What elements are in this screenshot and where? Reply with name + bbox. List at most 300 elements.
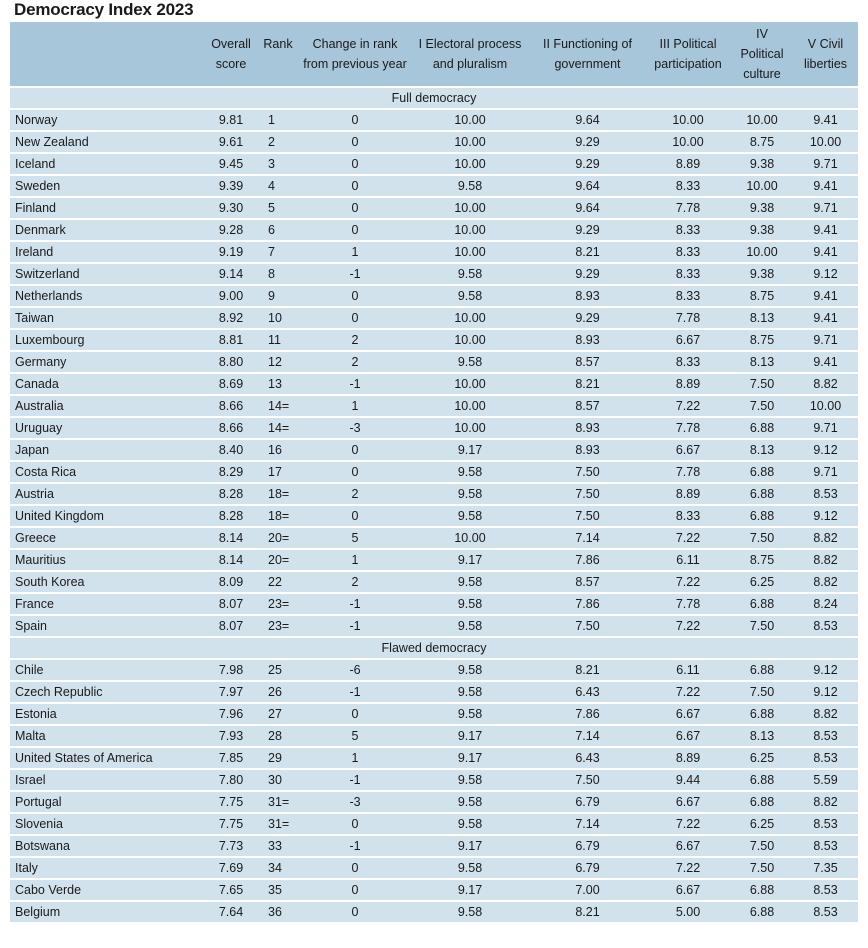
overall-score: 7.75	[206, 792, 256, 812]
rank: 7	[256, 242, 300, 262]
rank: 3	[256, 154, 300, 174]
table-row	[10, 572, 858, 592]
table-row	[10, 418, 858, 438]
electoral-process-score: 9.17	[410, 726, 530, 746]
civil-liberties-score: 9.71	[793, 418, 858, 438]
rank: 16	[256, 440, 300, 460]
civil-liberties-score: 8.82	[793, 550, 858, 570]
civil-liberties-score: 9.71	[793, 330, 858, 350]
political-culture-score: 8.13	[731, 440, 793, 460]
table-row	[10, 660, 858, 680]
table-row	[10, 110, 858, 130]
political-participation-score: 6.67	[645, 836, 731, 856]
political-culture-score: 7.50	[731, 374, 793, 394]
rank-change: 5	[300, 528, 410, 548]
political-culture-score: 6.88	[731, 792, 793, 812]
overall-score: 7.73	[206, 836, 256, 856]
header-line: II Functioning of	[543, 37, 632, 51]
table-row	[10, 682, 858, 702]
overall-score: 8.07	[206, 616, 256, 636]
political-participation-score: 8.33	[645, 286, 731, 306]
electoral-process-score: 9.58	[410, 484, 530, 504]
rank-change: 1	[300, 550, 410, 570]
rank-change: 0	[300, 902, 410, 922]
political-culture-score: 8.75	[731, 330, 793, 350]
functioning-of-government-score: 8.93	[530, 286, 645, 306]
political-culture-score: 6.88	[731, 484, 793, 504]
rank: 2	[256, 132, 300, 152]
table-row	[10, 484, 858, 504]
overall-score: 9.81	[206, 110, 256, 130]
civil-liberties-score: 7.35	[793, 858, 858, 878]
rank-change: 0	[300, 198, 410, 218]
electoral-process-score: 9.58	[410, 352, 530, 372]
header-line: Rank	[263, 37, 293, 51]
overall-score: 8.14	[206, 550, 256, 570]
political-participation-score: 8.89	[645, 748, 731, 768]
electoral-process-score: 9.58	[410, 616, 530, 636]
functioning-of-government-score: 9.29	[530, 308, 645, 328]
country-name: Mauritius	[10, 550, 206, 570]
electoral-process-score: 10.00	[410, 220, 530, 240]
electoral-process-score: 9.58	[410, 814, 530, 834]
political-culture-score: 9.38	[731, 220, 793, 240]
rank: 17	[256, 462, 300, 482]
table-row	[10, 396, 858, 416]
functioning-of-government-score: 6.43	[530, 748, 645, 768]
functioning-of-government-score: 9.29	[530, 132, 645, 152]
political-culture-score: 6.88	[731, 902, 793, 922]
civil-liberties-score: 10.00	[793, 396, 858, 416]
section-header-row	[10, 638, 858, 658]
political-culture-score: 6.88	[731, 506, 793, 526]
overall-score: 8.81	[206, 330, 256, 350]
civil-liberties-score: 8.82	[793, 374, 858, 394]
electoral-process-score: 9.17	[410, 880, 530, 900]
political-participation-score: 7.78	[645, 462, 731, 482]
rank: 12	[256, 352, 300, 372]
header-functioning-of-government	[530, 22, 645, 86]
rank-change: 0	[300, 132, 410, 152]
functioning-of-government-score: 6.79	[530, 792, 645, 812]
rank-change: 2	[300, 572, 410, 592]
political-culture-score: 7.50	[731, 836, 793, 856]
political-participation-score: 6.11	[645, 550, 731, 570]
rank: 18=	[256, 506, 300, 526]
political-culture-score: 7.50	[731, 858, 793, 878]
civil-liberties-score: 9.41	[793, 220, 858, 240]
political-culture-score: 6.88	[731, 462, 793, 482]
functioning-of-government-score: 7.50	[530, 616, 645, 636]
country-name: Costa Rica	[10, 462, 206, 482]
country-name: Portugal	[10, 792, 206, 812]
political-participation-score: 7.78	[645, 308, 731, 328]
electoral-process-score: 9.17	[410, 550, 530, 570]
header-line: culture	[743, 67, 781, 81]
political-participation-score: 5.00	[645, 902, 731, 922]
table-row	[10, 198, 858, 218]
country-name: Czech Republic	[10, 682, 206, 702]
civil-liberties-score: 9.41	[793, 242, 858, 262]
political-culture-score: 10.00	[731, 242, 793, 262]
overall-score: 8.28	[206, 506, 256, 526]
rank: 35	[256, 880, 300, 900]
overall-score: 9.39	[206, 176, 256, 196]
section-label: Full democracy	[10, 88, 858, 108]
electoral-process-score: 10.00	[410, 242, 530, 262]
electoral-process-score: 10.00	[410, 110, 530, 130]
rank: 11	[256, 330, 300, 350]
political-participation-score: 6.67	[645, 330, 731, 350]
table-row	[10, 726, 858, 746]
rank: 10	[256, 308, 300, 328]
political-participation-score: 8.33	[645, 242, 731, 262]
political-participation-score: 8.33	[645, 220, 731, 240]
electoral-process-score: 10.00	[410, 308, 530, 328]
electoral-process-score: 9.58	[410, 682, 530, 702]
table-row	[10, 132, 858, 152]
overall-score: 8.92	[206, 308, 256, 328]
electoral-process-score: 10.00	[410, 154, 530, 174]
civil-liberties-score: 8.82	[793, 528, 858, 548]
civil-liberties-score: 9.41	[793, 308, 858, 328]
political-culture-score: 6.88	[731, 594, 793, 614]
political-culture-score: 9.38	[731, 264, 793, 284]
functioning-of-government-score: 7.00	[530, 880, 645, 900]
table-title: Democracy Index 2023	[14, 0, 194, 19]
functioning-of-government-score: 7.14	[530, 726, 645, 746]
country-name: Belgium	[10, 902, 206, 922]
rank-change: 2	[300, 330, 410, 350]
table-row	[10, 352, 858, 372]
civil-liberties-score: 8.24	[793, 594, 858, 614]
rank-change: 0	[300, 858, 410, 878]
header-line: from previous year	[303, 57, 407, 71]
country-name: Canada	[10, 374, 206, 394]
political-participation-score: 8.89	[645, 484, 731, 504]
table-row	[10, 506, 858, 526]
rank-change: -1	[300, 594, 410, 614]
overall-score: 7.98	[206, 660, 256, 680]
overall-score: 7.80	[206, 770, 256, 790]
functioning-of-government-score: 9.29	[530, 220, 645, 240]
rank: 31=	[256, 792, 300, 812]
civil-liberties-score: 5.59	[793, 770, 858, 790]
functioning-of-government-score: 7.14	[530, 814, 645, 834]
table-row	[10, 880, 858, 900]
table-row	[10, 748, 858, 768]
functioning-of-government-score: 8.21	[530, 242, 645, 262]
overall-score: 7.64	[206, 902, 256, 922]
functioning-of-government-score: 9.29	[530, 264, 645, 284]
rank: 34	[256, 858, 300, 878]
rank: 8	[256, 264, 300, 284]
political-participation-score: 10.00	[645, 132, 731, 152]
table-row	[10, 330, 858, 350]
rank-change: 5	[300, 726, 410, 746]
country-name: Spain	[10, 616, 206, 636]
table-row	[10, 528, 858, 548]
rank: 13	[256, 374, 300, 394]
political-culture-score: 8.13	[731, 352, 793, 372]
civil-liberties-score: 9.12	[793, 440, 858, 460]
political-culture-score: 7.50	[731, 528, 793, 548]
country-name: Ireland	[10, 242, 206, 262]
political-participation-score: 7.22	[645, 616, 731, 636]
country-name: Germany	[10, 352, 206, 372]
country-name: Switzerland	[10, 264, 206, 284]
electoral-process-score: 9.58	[410, 770, 530, 790]
rank-change: -3	[300, 792, 410, 812]
overall-score: 7.75	[206, 814, 256, 834]
rank: 25	[256, 660, 300, 680]
country-name: Italy	[10, 858, 206, 878]
header-political-participation	[645, 22, 731, 86]
country-name: Iceland	[10, 154, 206, 174]
political-participation-score: 7.22	[645, 814, 731, 834]
overall-score: 7.97	[206, 682, 256, 702]
political-participation-score: 7.22	[645, 528, 731, 548]
functioning-of-government-score: 7.14	[530, 528, 645, 548]
rank-change: -1	[300, 264, 410, 284]
rank-change: 0	[300, 308, 410, 328]
political-culture-score: 8.13	[731, 726, 793, 746]
overall-score: 8.07	[206, 594, 256, 614]
overall-score: 8.14	[206, 528, 256, 548]
political-culture-score: 7.50	[731, 616, 793, 636]
rank-change: 0	[300, 220, 410, 240]
electoral-process-score: 10.00	[410, 396, 530, 416]
header-line: Overall	[211, 37, 251, 51]
country-name: Estonia	[10, 704, 206, 724]
country-name: France	[10, 594, 206, 614]
political-culture-score: 9.38	[731, 154, 793, 174]
table-row	[10, 220, 858, 240]
functioning-of-government-score: 8.93	[530, 330, 645, 350]
political-culture-score: 8.75	[731, 550, 793, 570]
overall-score: 9.14	[206, 264, 256, 284]
overall-score: 9.00	[206, 286, 256, 306]
country-name: United Kingdom	[10, 506, 206, 526]
table-row	[10, 176, 858, 196]
rank-change: 0	[300, 440, 410, 460]
header-line	[12, 34, 204, 54]
rank-change: -1	[300, 682, 410, 702]
electoral-process-score: 10.00	[410, 330, 530, 350]
rank: 6	[256, 220, 300, 240]
rank-change: 0	[300, 176, 410, 196]
political-participation-score: 7.78	[645, 198, 731, 218]
political-culture-score: 6.88	[731, 770, 793, 790]
political-participation-score: 8.33	[645, 264, 731, 284]
political-participation-score: 8.33	[645, 506, 731, 526]
rank-change: 0	[300, 110, 410, 130]
country-name: Japan	[10, 440, 206, 460]
header-overall-score	[206, 22, 256, 86]
header-line: liberties	[803, 57, 848, 71]
functioning-of-government-score: 6.79	[530, 858, 645, 878]
table-row	[10, 286, 858, 306]
functioning-of-government-score: 8.21	[530, 902, 645, 922]
rank: 33	[256, 836, 300, 856]
political-culture-score: 7.50	[731, 682, 793, 702]
country-name: South Korea	[10, 572, 206, 592]
political-participation-score: 7.78	[645, 418, 731, 438]
country-name: Chile	[10, 660, 206, 680]
header-change-in-rank	[300, 22, 410, 86]
political-participation-score: 6.67	[645, 704, 731, 724]
country-name: Australia	[10, 396, 206, 416]
civil-liberties-score: 8.53	[793, 748, 858, 768]
civil-liberties-score: 9.41	[793, 110, 858, 130]
rank: 20=	[256, 528, 300, 548]
political-participation-score: 7.22	[645, 858, 731, 878]
functioning-of-government-score: 9.29	[530, 154, 645, 174]
functioning-of-government-score: 8.57	[530, 396, 645, 416]
overall-score: 7.93	[206, 726, 256, 746]
overall-score: 8.40	[206, 440, 256, 460]
political-culture-score: 6.88	[731, 660, 793, 680]
political-participation-score: 6.67	[645, 880, 731, 900]
political-culture-score: 7.50	[731, 396, 793, 416]
overall-score: 9.30	[206, 198, 256, 218]
civil-liberties-score: 9.41	[793, 352, 858, 372]
table-row	[10, 242, 858, 262]
rank: 5	[256, 198, 300, 218]
header-civil-liberties	[793, 22, 858, 86]
civil-liberties-score: 8.53	[793, 616, 858, 636]
rank-change: 0	[300, 154, 410, 174]
rank-change: 2	[300, 484, 410, 504]
overall-score: 9.61	[206, 132, 256, 152]
header-line: score	[215, 57, 247, 71]
table-row	[10, 462, 858, 482]
table-row	[10, 704, 858, 724]
rank-change: -3	[300, 418, 410, 438]
table-row	[10, 792, 858, 812]
rank-change: 1	[300, 396, 410, 416]
electoral-process-score: 9.17	[410, 440, 530, 460]
civil-liberties-score: 9.71	[793, 198, 858, 218]
electoral-process-score: 9.58	[410, 264, 530, 284]
political-culture-score: 8.13	[731, 308, 793, 328]
overall-score: 8.80	[206, 352, 256, 372]
header-line	[12, 54, 204, 74]
country-name: Israel	[10, 770, 206, 790]
civil-liberties-score: 9.71	[793, 462, 858, 482]
civil-liberties-score: 8.53	[793, 814, 858, 834]
electoral-process-score: 9.58	[410, 572, 530, 592]
rank-change: 0	[300, 506, 410, 526]
table-row	[10, 154, 858, 174]
functioning-of-government-score: 6.79	[530, 836, 645, 856]
header-line: I Electoral process	[418, 37, 522, 51]
civil-liberties-score: 8.82	[793, 792, 858, 812]
header-line: III Political	[659, 37, 717, 51]
political-culture-score: 8.75	[731, 286, 793, 306]
table-row	[10, 858, 858, 878]
electoral-process-score: 9.17	[410, 836, 530, 856]
functioning-of-government-score: 7.86	[530, 550, 645, 570]
country-name: Greece	[10, 528, 206, 548]
civil-liberties-score: 9.41	[793, 286, 858, 306]
table-row	[10, 374, 858, 394]
overall-score: 7.69	[206, 858, 256, 878]
electoral-process-score: 10.00	[410, 132, 530, 152]
electoral-process-score: 9.58	[410, 660, 530, 680]
electoral-process-score: 9.17	[410, 748, 530, 768]
political-participation-score: 9.44	[645, 770, 731, 790]
civil-liberties-score: 10.00	[793, 132, 858, 152]
functioning-of-government-score: 8.93	[530, 418, 645, 438]
rank: 18=	[256, 484, 300, 504]
functioning-of-government-score: 8.57	[530, 352, 645, 372]
overall-score: 8.28	[206, 484, 256, 504]
header-line: and pluralism	[432, 57, 508, 71]
political-participation-score: 7.22	[645, 682, 731, 702]
civil-liberties-score: 9.71	[793, 154, 858, 174]
section-header-row	[10, 88, 858, 108]
civil-liberties-score: 9.41	[793, 176, 858, 196]
country-name: Netherlands	[10, 286, 206, 306]
rank-change: -1	[300, 616, 410, 636]
political-culture-score: 6.88	[731, 880, 793, 900]
country-name: Norway	[10, 110, 206, 130]
functioning-of-government-score: 9.64	[530, 176, 645, 196]
rank-change: 0	[300, 286, 410, 306]
civil-liberties-score: 8.53	[793, 726, 858, 746]
functioning-of-government-score: 6.43	[530, 682, 645, 702]
table-row	[10, 308, 858, 328]
political-participation-score: 6.67	[645, 726, 731, 746]
country-name: Luxembourg	[10, 330, 206, 350]
civil-liberties-score: 9.12	[793, 506, 858, 526]
country-name: Sweden	[10, 176, 206, 196]
functioning-of-government-score: 7.86	[530, 704, 645, 724]
functioning-of-government-score: 8.21	[530, 374, 645, 394]
political-participation-score: 6.11	[645, 660, 731, 680]
rank: 14=	[256, 418, 300, 438]
table-row	[10, 264, 858, 284]
civil-liberties-score: 9.12	[793, 682, 858, 702]
civil-liberties-score: 8.53	[793, 836, 858, 856]
header-line: V Civil	[807, 37, 844, 51]
country-name: Austria	[10, 484, 206, 504]
country-name: Taiwan	[10, 308, 206, 328]
electoral-process-score: 10.00	[410, 418, 530, 438]
overall-score: 8.66	[206, 418, 256, 438]
country-name: Cabo Verde	[10, 880, 206, 900]
electoral-process-score: 10.00	[410, 528, 530, 548]
rank-change: 0	[300, 704, 410, 724]
rank-change: -1	[300, 836, 410, 856]
overall-score: 7.96	[206, 704, 256, 724]
section-label: Flawed democracy	[10, 638, 858, 658]
rank: 26	[256, 682, 300, 702]
header-row	[10, 22, 858, 86]
header-line	[258, 54, 298, 74]
political-participation-score: 7.22	[645, 396, 731, 416]
functioning-of-government-score: 7.50	[530, 770, 645, 790]
civil-liberties-score: 8.53	[793, 902, 858, 922]
functioning-of-government-score: 8.57	[530, 572, 645, 592]
electoral-process-score: 9.58	[410, 462, 530, 482]
header-country	[10, 22, 206, 86]
political-culture-score: 10.00	[731, 110, 793, 130]
electoral-process-score: 9.58	[410, 506, 530, 526]
header-line: government	[554, 57, 621, 71]
overall-score: 7.85	[206, 748, 256, 768]
